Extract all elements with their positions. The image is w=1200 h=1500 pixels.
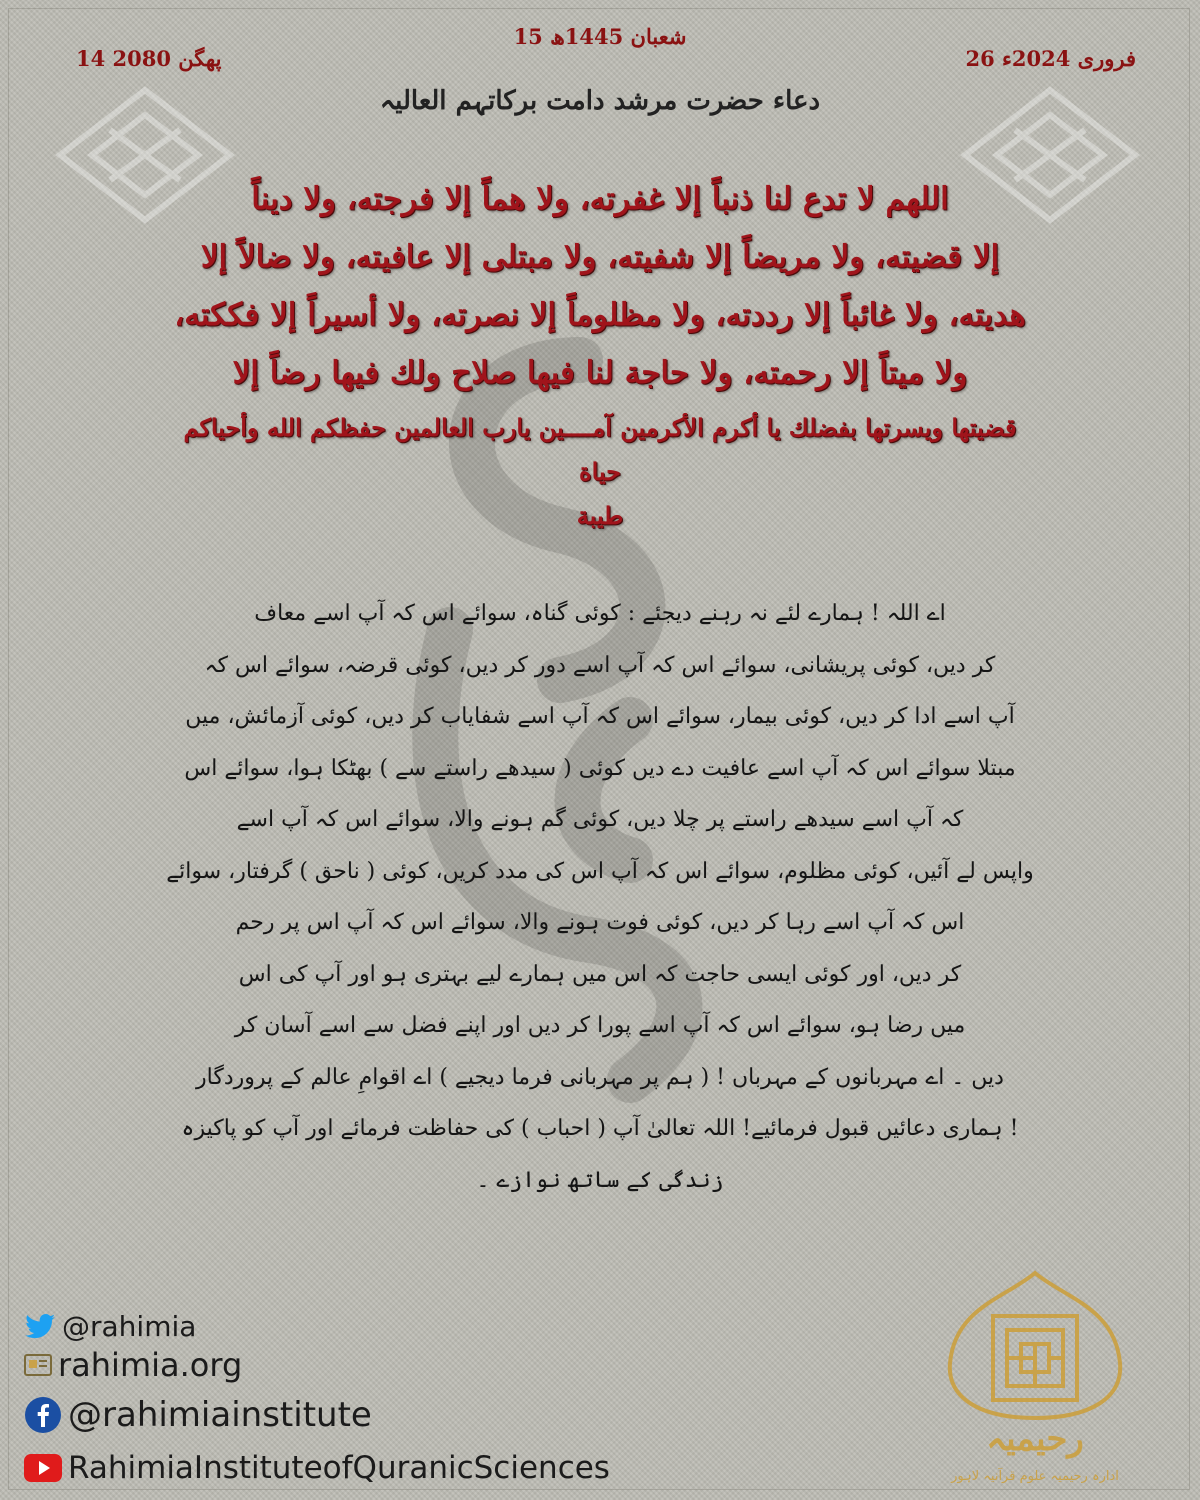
urdu-line: اس کہ آپ اسے رہا کر دیں، کوئی فوت ہونے والا، سوائے اس کہ آپ اس پر رحم bbox=[235, 910, 965, 935]
urdu-line: کر دیں، اور کوئی ایسی حاجت کہ اس میں ہمارے لیے بہتری ہو اور آپ کی اس bbox=[238, 961, 962, 987]
urdu-line: زندگی کے ساتھ نوازے ۔ bbox=[476, 1167, 724, 1193]
arabic-closing-end: طيبة bbox=[576, 501, 624, 530]
website-icon bbox=[24, 1354, 52, 1376]
urdu-line: مبتلا سوائے اس کہ آپ اسے عافیت دے دیں کوئی ( سیدھے راستے سے ) بھٹکا ہوا، سوائے اس bbox=[184, 755, 1016, 781]
youtube-link[interactable] bbox=[24, 1450, 610, 1486]
facebook-handle: @rahimiainstitute bbox=[68, 1395, 372, 1435]
arabic-line: إلا قضيته، ولا مريضاً إلا شفيته، ولا مبتلى إلا عافيته، ولا ضالاً إلا bbox=[200, 239, 1000, 275]
urdu-line: میں رضا ہو، سوائے اس کہ آپ اسے پورا کر دیں اور اپنے فضل سے اسے آسان کر bbox=[234, 1013, 966, 1038]
bikrami-date: 14 پھگن 2080 bbox=[76, 46, 222, 71]
logo-subtitle: ادارہ رحیمیہ علوم قرآنیہ لاہور bbox=[951, 1469, 1119, 1484]
urdu-line: کہ آپ اسے سیدھے راستے پر چلا دیں، کوئی گم ہونے والا، سوائے اس کہ آپ اسے bbox=[236, 807, 964, 832]
urdu-line: اے اللہ ! ہمارے لئے نہ رہنے دیجئے : کوئی گناہ، سوائے اس کہ آپ اسے معاف bbox=[254, 601, 946, 626]
twitter-icon bbox=[24, 1313, 56, 1341]
facebook-icon bbox=[24, 1396, 62, 1434]
website-url: rahimia.org bbox=[58, 1346, 243, 1384]
arabic-line: اللهم لا تدع لنا ذنباً إلا غفرته، ولا هماً إلا فرجته، ولا ديناً bbox=[251, 181, 949, 217]
arabic-closing: قضيتها ويسرتها بفضلك يا أكرم الأكرمين آمــــين يارب العالمين حفظكم الله وأحياكم حياة bbox=[183, 413, 1017, 486]
page-title: دعاء حضرت مرشد دامت برکاتہم العالیہ bbox=[379, 86, 821, 116]
urdu-translation bbox=[160, 588, 1040, 1206]
twitter-link[interactable] bbox=[24, 1310, 196, 1343]
rahimia-logo bbox=[915, 1268, 1155, 1493]
youtube-icon bbox=[24, 1454, 62, 1482]
urdu-line: ! ہماری دعائیں قبول فرمائیے! اللہ تعالیٰ آپ ( احباب ) کی حفاظت فرمائے اور آپ کو پاکیزہ bbox=[181, 1116, 1019, 1141]
website-link[interactable] bbox=[24, 1346, 242, 1384]
youtube-channel: RahimiaInstituteofQuranicSciences bbox=[68, 1450, 610, 1486]
facebook-link[interactable] bbox=[24, 1395, 372, 1435]
urdu-line: دیں ۔ اے مہربانوں کے مہرباں ! ( ہم پر مہربانی فرما دیجیے ) اے اقوامِ عالم کے پروردگار bbox=[196, 1064, 1004, 1090]
logo-title: رحیمیہ bbox=[986, 1419, 1084, 1459]
urdu-line: کر دیں، کوئی پریشانی، سوائے اس کہ آپ اسے دور کر دیں، کوئی قرضہ، سوائے اس کہ bbox=[204, 652, 996, 678]
urdu-line: واپس لے آئیں، کوئی مظلوم، سوائے اس کہ آپ اس کی مدد کریں، کوئی ( ناحق ) گرفتار، سوائے bbox=[166, 858, 1034, 884]
urdu-line: آپ اسے ادا کر دیں، کوئی بیمار، سوائے اس کہ آپ اسے شفایاب کر دیں، کوئی آزمائش، میں bbox=[185, 704, 1015, 729]
twitter-handle: @rahimia bbox=[62, 1310, 197, 1343]
arabic-line: ولا ميتاً إلا رحمته، ولا حاجة لنا فيها صلاح ولك فيها رضاً إلا bbox=[232, 355, 968, 391]
arabic-line: هديته، ولا غائباً إلا رددته، ولا مظلوماً إلا نصرته، ولا أسيراً إلا فككته، bbox=[174, 297, 1026, 333]
hijri-date: 15 شعبان 1445ھ bbox=[513, 24, 687, 49]
arabic-dua bbox=[160, 170, 1040, 538]
gregorian-date: 26 فروری 2024ء bbox=[965, 46, 1136, 71]
